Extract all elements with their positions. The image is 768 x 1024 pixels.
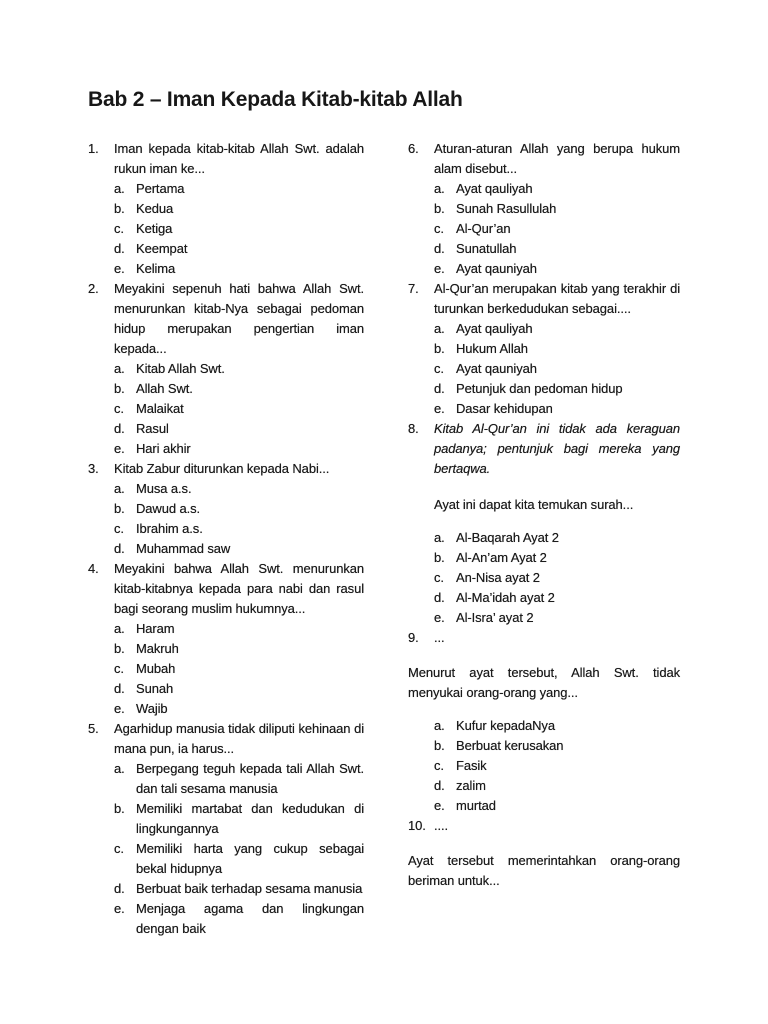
- option: [114, 219, 364, 239]
- option-letter: a.: [114, 761, 125, 776]
- option-text: Musa a.s.: [136, 481, 192, 496]
- option-letter: d.: [114, 541, 125, 556]
- right-column: [408, 139, 680, 939]
- option-letter: a.: [434, 181, 445, 196]
- option: [114, 839, 364, 879]
- option: [434, 528, 680, 548]
- option: [114, 899, 364, 939]
- option: [434, 756, 680, 776]
- option-text: Haram: [136, 621, 175, 636]
- option-letter: b.: [434, 550, 445, 565]
- option: [114, 259, 364, 279]
- option: [114, 539, 364, 559]
- option-letter: c.: [114, 401, 124, 416]
- option-text: Al-Ma’idah ayat 2: [456, 590, 555, 605]
- option-letter: d.: [434, 241, 445, 256]
- option: [114, 799, 364, 839]
- question-10: [408, 816, 680, 891]
- question-text: ....: [434, 818, 449, 833]
- question-number: 1.: [88, 141, 99, 156]
- option-text: Malaikat: [136, 401, 184, 416]
- option: [114, 479, 364, 499]
- option-letter: e.: [434, 798, 445, 813]
- option: [114, 199, 364, 219]
- question-main: [114, 719, 364, 939]
- option-text: Ibrahim a.s.: [136, 521, 203, 536]
- option-text: Pertama: [136, 181, 185, 196]
- option-text: Kitab Allah Swt.: [136, 361, 225, 376]
- question-main: [434, 816, 680, 836]
- option: [114, 399, 364, 419]
- question-3: [88, 459, 364, 559]
- question-quote: Kitab Al-Qur’an ini tidak ada keraguan padanya; pentunjuk bagi mereka yang bertaqwa.: [434, 421, 680, 476]
- option-letter: c.: [114, 841, 124, 856]
- option-letter: d.: [114, 241, 125, 256]
- option: [434, 399, 680, 419]
- question-number: 2.: [88, 281, 99, 296]
- option-text: Muhammad saw: [136, 541, 231, 556]
- question-main: [434, 279, 680, 419]
- option-letter: d.: [114, 681, 125, 696]
- option-text: Sunah: [136, 681, 174, 696]
- option-text: Al-Baqarah Ayat 2: [456, 530, 559, 545]
- question-paragraph: Menurut ayat tersebut, Allah Swt. tidak menyukai orang-orang yang...: [408, 665, 680, 700]
- option: [434, 776, 680, 796]
- option-letter: a.: [434, 321, 445, 336]
- options-list: [114, 479, 364, 559]
- question-paragraph: Ayat tersebut memerintahkan orang-orang beriman untuk...: [408, 853, 680, 888]
- option-text: Ayat qauliyah: [456, 321, 533, 336]
- question-main: [114, 139, 364, 279]
- option-letter: c.: [434, 221, 444, 236]
- question-text: Aturan-aturan Allah yang berupa hukum alam disebut...: [434, 141, 680, 176]
- question-main: [114, 559, 364, 719]
- question-number: 8.: [408, 421, 419, 436]
- question-6: [408, 139, 680, 279]
- option-text: Ketiga: [136, 221, 173, 236]
- option: [434, 319, 680, 339]
- options-list: [114, 619, 364, 719]
- option-letter: b.: [434, 341, 445, 356]
- page-title: Bab 2 – Iman Kepada Kitab-kitab Allah: [88, 88, 463, 111]
- option-text: murtad: [456, 798, 496, 813]
- option: [434, 199, 680, 219]
- option-letter: c.: [434, 570, 444, 585]
- question-main: [114, 279, 364, 459]
- options-list: [114, 759, 364, 939]
- option: [114, 639, 364, 659]
- option-text: Mubah: [136, 661, 176, 676]
- option-text: Fasik: [456, 758, 487, 773]
- option-text: Ayat qauniyah: [456, 261, 537, 276]
- option-letter: d.: [434, 381, 445, 396]
- option: [434, 179, 680, 199]
- option-letter: e.: [114, 441, 125, 456]
- option: [434, 339, 680, 359]
- option: [434, 379, 680, 399]
- option-letter: c.: [434, 758, 444, 773]
- option-letter: e.: [114, 261, 125, 276]
- option-letter: e.: [114, 701, 125, 716]
- option-letter: b.: [114, 501, 125, 516]
- option-text: Al-Qur’an: [456, 221, 511, 236]
- option-letter: b.: [434, 201, 445, 216]
- option-text: Al-Isra’ ayat 2: [456, 610, 534, 625]
- option-letter: a.: [114, 621, 125, 636]
- question-text: Meyakini sepenuh hati bahwa Allah Swt. menurunkan kitab-Nya sebagai pedoman hidup merupakan pengertian iman kepada...: [114, 281, 364, 356]
- option: [114, 179, 364, 199]
- option-text: Menjaga agama dan lingkungan dengan baik: [136, 901, 364, 936]
- option-letter: e.: [114, 901, 125, 916]
- option-text: Wajib: [136, 701, 168, 716]
- question-number: 4.: [88, 561, 99, 576]
- option: [434, 259, 680, 279]
- question-text: Kitab Zabur diturunkan kepada Nabi...: [114, 461, 330, 476]
- option-letter: d.: [434, 590, 445, 605]
- question-main: [434, 628, 680, 648]
- option-letter: b.: [114, 381, 125, 396]
- option-letter: c.: [114, 521, 124, 536]
- question-4: [88, 559, 364, 719]
- option-text: Allah Swt.: [136, 381, 193, 396]
- option-text: Memiliki martabat dan kedudukan di lingkungannya: [136, 801, 364, 836]
- option-text: Sunatullah: [456, 241, 517, 256]
- option-text: Petunjuk dan pedoman hidup: [456, 381, 623, 396]
- option: [434, 548, 680, 568]
- option-letter: b.: [114, 801, 125, 816]
- question-text: Agarhidup manusia tidak diliputi kehinaan di mana pun, ia harus...: [114, 721, 364, 756]
- question-main: [434, 419, 680, 628]
- question-text: Iman kepada kitab-kitab Allah Swt. adalah rukun iman ke...: [114, 141, 364, 176]
- options-list: [114, 359, 364, 459]
- option-letter: a.: [114, 361, 125, 376]
- option-text: Dawud a.s.: [136, 501, 201, 516]
- option: [434, 588, 680, 608]
- option-text: zalim: [456, 778, 486, 793]
- option: [434, 359, 680, 379]
- question-9: [408, 628, 680, 816]
- option-text: Keempat: [136, 241, 188, 256]
- question-number: 6.: [408, 141, 419, 156]
- option: [114, 359, 364, 379]
- question-5: [88, 719, 364, 939]
- option-text: Sunah Rasullulah: [456, 201, 557, 216]
- option: [434, 736, 680, 756]
- options-list: [434, 179, 680, 279]
- option-letter: a.: [114, 181, 125, 196]
- option: [114, 879, 364, 899]
- option-text: Rasul: [136, 421, 169, 436]
- options-list: [114, 179, 364, 279]
- option-text: Kelima: [136, 261, 176, 276]
- options-list: [434, 319, 680, 419]
- option: [114, 239, 364, 259]
- option: [434, 568, 680, 588]
- options-list: [434, 528, 680, 628]
- question-8: [408, 419, 680, 628]
- option-letter: a.: [114, 481, 125, 496]
- option: [114, 519, 364, 539]
- option-text: Memiliki harta yang cukup sebagai bekal hidupnya: [136, 841, 364, 876]
- option-text: Dasar kehidupan: [456, 401, 553, 416]
- option: [114, 439, 364, 459]
- option-letter: e.: [434, 261, 445, 276]
- option-text: Hari akhir: [136, 441, 191, 456]
- option: [114, 759, 364, 799]
- question-number: 9.: [408, 630, 419, 645]
- option-text: An-Nisa ayat 2: [456, 570, 540, 585]
- question-main: [114, 459, 364, 559]
- question-2: [88, 279, 364, 459]
- option-text: Al-An’am Ayat 2: [456, 550, 547, 565]
- options-list: [434, 716, 680, 816]
- option-letter: b.: [114, 201, 125, 216]
- option: [114, 499, 364, 519]
- option-text: Ayat qauniyah: [456, 361, 537, 376]
- option: [434, 608, 680, 628]
- option: [434, 219, 680, 239]
- question-main: [434, 139, 680, 279]
- option-letter: d.: [114, 881, 125, 896]
- option-text: Berpegang teguh kepada tali Allah Swt. dan tali sesama manusia: [136, 761, 364, 796]
- question-number: 7.: [408, 281, 419, 296]
- option: [114, 659, 364, 679]
- option-letter: c.: [114, 221, 124, 236]
- option-text: Kedua: [136, 201, 174, 216]
- option: [114, 379, 364, 399]
- question-number: 3.: [88, 461, 99, 476]
- question-1: [88, 139, 364, 279]
- option: [434, 796, 680, 816]
- option: [114, 679, 364, 699]
- question-text: ...: [434, 630, 445, 645]
- option-text: Berbuat baik terhadap sesama manusia: [136, 881, 363, 896]
- option: [114, 699, 364, 719]
- option: [434, 239, 680, 259]
- option-text: Berbuat kerusakan: [456, 738, 564, 753]
- left-column: [88, 139, 364, 939]
- question-text: Al-Qur’an merupakan kitab yang terakhir di turunkan berkedudukan sebagai....: [434, 281, 680, 316]
- question-text: Ayat ini dapat kita temukan surah...: [434, 497, 634, 512]
- two-column-body: [88, 139, 680, 939]
- option-letter: a.: [434, 530, 445, 545]
- option-letter: d.: [434, 778, 445, 793]
- question-number: 5.: [88, 721, 99, 736]
- option-letter: c.: [114, 661, 124, 676]
- question-main: [434, 716, 680, 816]
- option-text: Hukum Allah: [456, 341, 528, 356]
- option: [434, 716, 680, 736]
- option-letter: e.: [434, 401, 445, 416]
- option-letter: b.: [434, 738, 445, 753]
- option-text: Kufur kepadaNya: [456, 718, 555, 733]
- option-letter: e.: [434, 610, 445, 625]
- option-letter: c.: [434, 361, 444, 376]
- option-text: Ayat qauliyah: [456, 181, 533, 196]
- option-letter: a.: [434, 718, 445, 733]
- option-text: Makruh: [136, 641, 179, 656]
- option-letter: b.: [114, 641, 125, 656]
- question-text: Meyakini bahwa Allah Swt. menurunkan kitab-kitabnya kepada para nabi dan rasul bagi seorang muslim hukumnya...: [114, 561, 364, 616]
- option: [114, 419, 364, 439]
- option: [114, 619, 364, 639]
- question-7: [408, 279, 680, 419]
- option-letter: d.: [114, 421, 125, 436]
- question-number: 10.: [408, 818, 426, 833]
